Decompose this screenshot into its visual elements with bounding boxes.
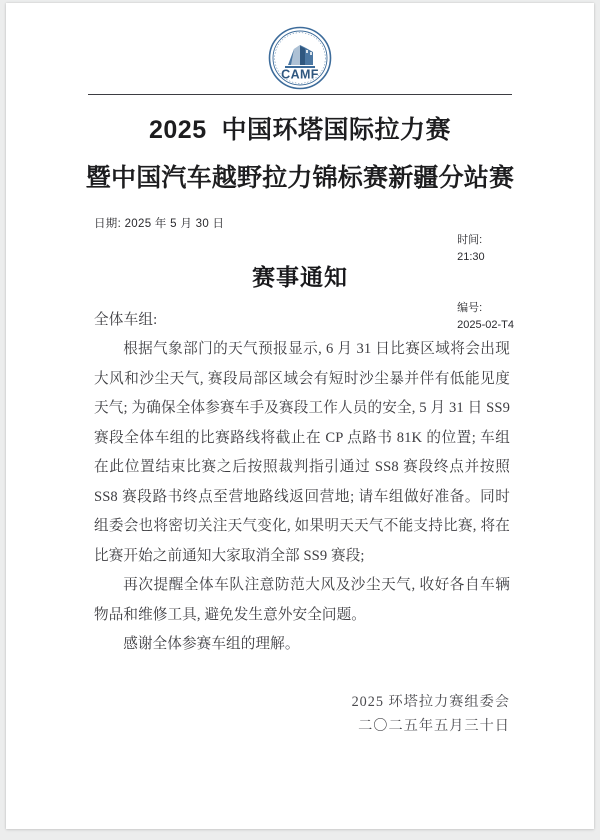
salutation: 全体车组: (94, 311, 158, 328)
body-paragraph: 再次提醒全体车队注意防范大风及沙尘天气, 收好各自车辆物品和维修工具, 避免发生意外安全问题。 (94, 577, 510, 623)
document-page (6, 3, 594, 829)
body-paragraph: 根据气象部门的天气预报显示, 6 月 31 日比赛区域将会出现大风和沙尘天气, 赛段局部区域会有短时沙尘暴并伴有低能见度天气; 为确保全体参赛车手及赛段工作人员的安全, 5 月 31 日 SS9 赛段全体车组的比赛路线将截止在 CP 点路书 81K 的位置; 车组在此位置结束比赛之后按照裁判指引通过 SS8 赛段终点并按照 SS8 赛段路书终点至营地路线返回营地; 请车组做好准备。同时组委会也将密切关注天气变化, 如果明天天气不能支持比赛, 将在比赛开始之前通知大家取消全部 SS9 赛段; (94, 341, 510, 564)
date-field (94, 215, 224, 231)
signature-organization: 2025 环塔拉力赛组委会 (351, 693, 510, 710)
camf-logo-icon (267, 25, 333, 91)
document-title-sub: 暨中国汽车越野拉力锦标赛新疆分站赛 (85, 164, 515, 193)
letterhead-divider (88, 94, 512, 95)
time-value: 21:30 (457, 250, 485, 263)
signature-date: 二〇二五年五月三十日 (358, 717, 510, 734)
svg-text:CAMF: CAMF (281, 67, 319, 82)
time-field (433, 215, 514, 283)
serial-value: 2025-02-T4 (457, 318, 514, 331)
serial-field (433, 283, 514, 351)
date-label: 日期: (94, 217, 122, 230)
serial-label: 编号: (457, 301, 483, 314)
letterhead (6, 3, 594, 95)
signature-block (6, 690, 594, 738)
time-label: 时间: (457, 233, 483, 246)
document-title-main: 2025 中国环塔国际拉力赛 (148, 116, 451, 144)
meta-right-group (433, 215, 514, 351)
body-paragraph: 感谢全体参赛车组的理解。 (123, 636, 300, 652)
title-block (6, 95, 594, 195)
document-heading: 赛事通知 (252, 263, 348, 290)
date-value: 2025 年 5 月 30 日 (124, 217, 225, 230)
